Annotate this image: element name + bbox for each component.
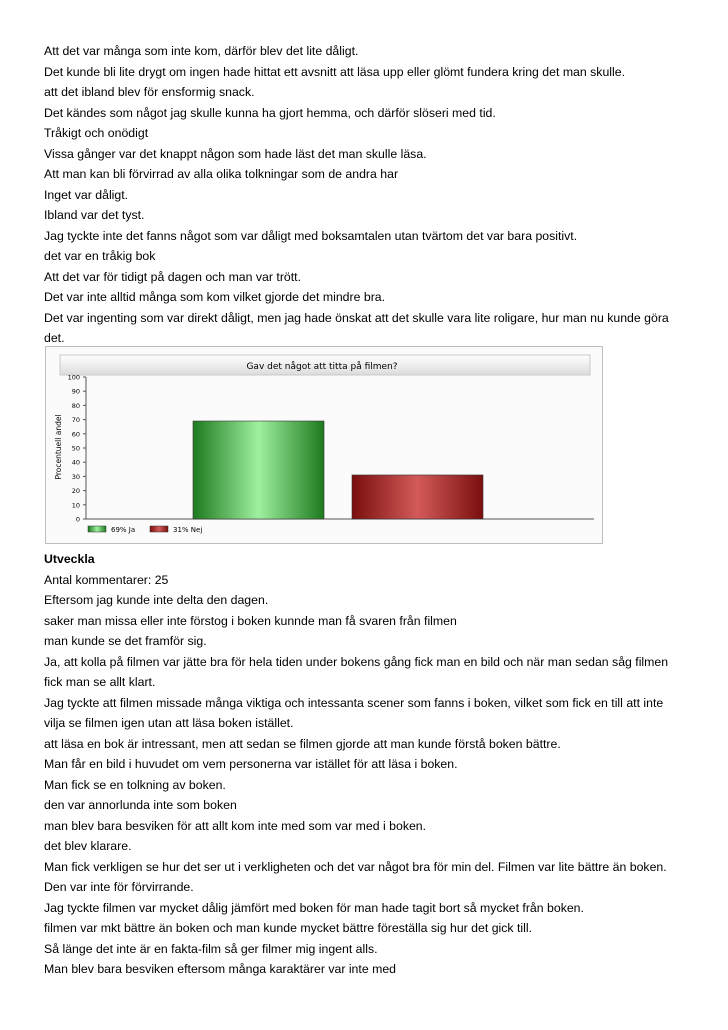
chart-svg [46,347,602,543]
text-line: Att det var många som inte kom, därför blev det lite dåligt. [44,44,359,58]
comment-count: Antal kommentarer: 25 [44,572,169,587]
bottom-comments [44,590,684,980]
text-line: man kunde se det framför sig. [44,634,207,648]
y-tick-label: 60 [71,430,80,439]
y-axis-label: Procentuell andel [54,414,63,480]
y-tick-label: 80 [71,401,80,410]
bar-nej [352,475,483,519]
text-line: att det ibland blev för ensformig snack. [44,85,255,99]
y-tick-label: 100 [67,373,80,382]
legend-label: 31% Nej [173,526,203,534]
develop-section [44,549,684,980]
text-line: Man fick verkligen se hur det ser ut i verkligheten och det var något bra för min del. Filmen var lite bättre än boken. [44,859,667,874]
text-line: Ibland var det tyst. [44,208,145,222]
text-line: Man får en bild i huvudet om vem personerna var istället för att läsa i boken. [44,757,458,771]
text-line: Att man kan bli förvirrad av alla olika tolkningar som de andra har [44,167,399,181]
bar-ja [193,421,324,519]
text-line: Det var ingenting som var direkt dåligt, men jag hade önskat att det skulle vara lite roligare, hur man nu kunde göra [44,310,669,325]
text-line: Jag tyckte filmen var mycket dålig jämfört med boken för man hade tagit bort så mycket från boken. [44,900,584,915]
section-heading: Utveckla [44,552,95,566]
legend-swatch [88,526,106,532]
text-line: det var en tråkig bok [44,249,156,263]
bar-chart [45,346,603,544]
text-line: Det var inte alltid många som kom vilket gjorde det mindre bra. [44,290,386,304]
y-tick-label: 10 [71,501,80,510]
text-line: Ja, att kolla på filmen var jätte bra för hela tiden under bokens gång fick man en bild och när man sedan såg filmen [44,654,669,669]
text-line: Jag tyckte inte det fanns något som var dåligt med boksamtalen utan tvärtom det var bara positivt. [44,228,578,243]
text-line: Att det var för tidigt på dagen och man var trött. [44,269,302,284]
text-line: Den var inte för förvirrande. [44,880,194,894]
text-line: det blev klarare. [44,839,132,853]
text-line: man blev bara besviken för att allt kom inte med som var med i boken. [44,818,427,833]
text-line: fick man se allt klart. [44,675,156,689]
text-line: Jag tyckte att filmen missade många viktiga och intessanta scener som fanns i boken, vilket som fick en till att inte [44,695,664,710]
y-tick-label: 30 [71,472,80,481]
text-line: Det kunde bli lite drygt om ingen hade hittat ett avsnitt att läsa upp eller glömt fundera kring det man skulle. [44,64,626,79]
text-line: saker man missa eller inte förstog i boken kunnde man få svaren från filmen [44,613,457,628]
text-line: den var annorlunda inte som boken [44,798,237,812]
text-line: Vissa gånger var det knappt någon som hade läst det man skulle läsa. [44,146,427,161]
y-tick-label: 70 [71,416,80,425]
text-line: Man blev bara besviken eftersom många karaktärer var inte med [44,962,396,976]
text-line: vilja se filmen igen utan att läsa boken istället. [44,716,294,730]
text-line: Det kändes som något jag skulle kunna ha gjort hemma, och därför slöseri med tid. [44,105,496,120]
text-line: Tråkigt och onödigt [44,126,149,140]
y-tick-label: 40 [71,458,80,467]
y-tick-label: 20 [71,487,80,496]
text-line: att läsa en bok är intressant, men att sedan se filmen gjorde att man kunde förstå boken bättre. [44,736,561,751]
chart-title: Gav det något att titta på filmen? [246,362,398,372]
text-line: Man fick se en tolkning av boken. [44,777,226,792]
y-tick-label: 0 [75,515,80,524]
text-line: filmen var mkt bättre än boken och man kunde mycket bättre föreställa sig hur det gick till. [44,921,533,935]
text-line: Inget var dåligt. [44,187,129,202]
text-line: Så länge det inte är en fakta-film så ger filmer mig ingent alls. [44,941,378,956]
legend-swatch [150,526,168,532]
y-tick-label: 50 [71,444,80,453]
y-tick-label: 90 [71,387,80,396]
legend-label: 69% Ja [111,526,136,534]
text-line: det. [44,331,65,345]
text-line: Eftersom jag kunde inte delta den dagen. [44,593,269,607]
top-comments [44,41,684,349]
